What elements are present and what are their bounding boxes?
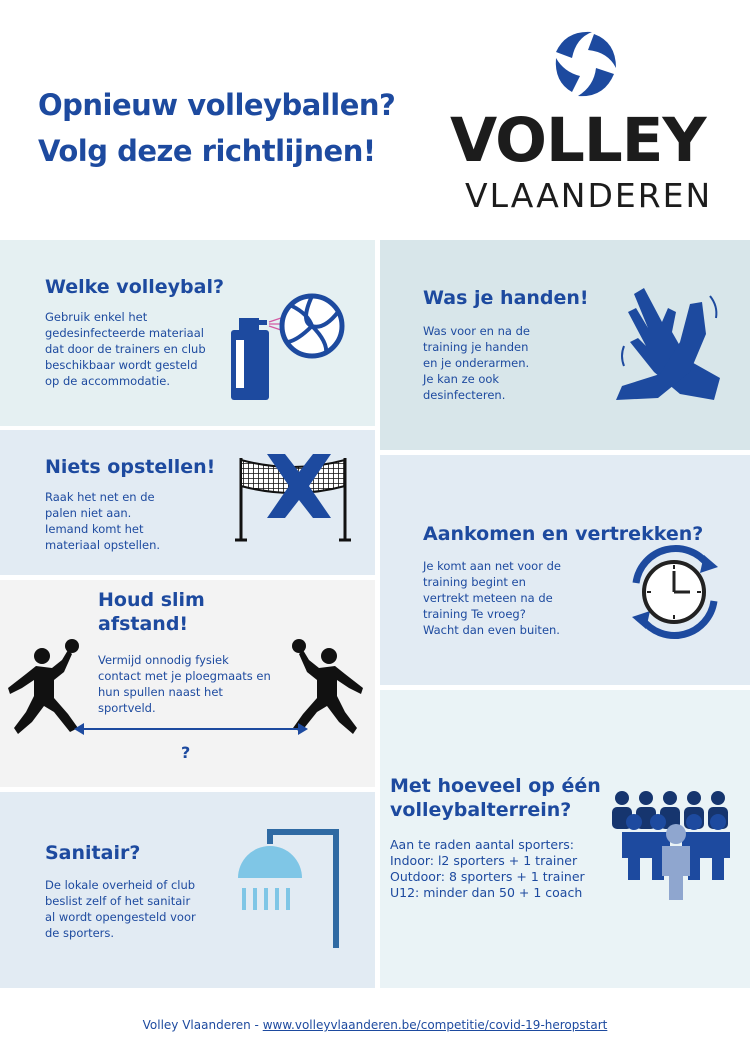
- double-arrow-icon: [74, 722, 308, 736]
- heading-niets-opstellen: Niets opstellen!: [45, 456, 216, 478]
- panel-niets-opstellen: [0, 430, 375, 575]
- footer-link[interactable]: www.volleyvlaanderen.be/competitie/covid-19-heropstart: [262, 1018, 608, 1032]
- panel-was-je-handen: [380, 240, 750, 450]
- washing-hands-icon: [610, 282, 730, 402]
- logo-ball-icon: [550, 28, 622, 100]
- heading-sanitair: Sanitair?: [45, 842, 141, 864]
- text-aankomen-vertrekken: Je komt aan net voor de training begint en vertrekt meteen na de training Te vroeg? Wacht dan even buiten.: [423, 559, 561, 637]
- page-title-line1: Opnieuw volleyballen?: [38, 88, 396, 122]
- page-title-line2: Volg deze richtlijnen!: [38, 134, 376, 168]
- distance-question-mark: ?: [181, 743, 191, 762]
- heading-houd-slim-afstand: Houd slim afstand!: [98, 589, 205, 635]
- panel-aankomen-vertrekken: [380, 455, 750, 685]
- text-sanitair: De lokale overheid of club beslist zelf of het sanitair al wordt opengesteld voor de sporters.: [45, 878, 196, 940]
- group-of-people-icon: [610, 788, 740, 900]
- logo-word-vlaanderen: VLAANDEREN: [465, 176, 713, 215]
- volleyball-icon: [278, 292, 346, 360]
- heading-met-hoeveel: Met hoeveel op één volleybalterrein?: [390, 775, 601, 821]
- panel-sanitair: [0, 792, 375, 988]
- text-welke-volleybal: Gebruik enkel het gedesinfecteerde materiaal dat door de trainers en club beschikbaar wordt gesteld op de accommodatie.: [45, 310, 206, 388]
- cross-icon: [259, 450, 339, 522]
- text-met-hoeveel: Aan te raden aantal sporters: Indoor: l2 sporters + 1 trainer Outdoor: 8 sporters + 1 trainer U12: minder dan 50 + 1 coach: [390, 837, 585, 900]
- text-houd-slim-afstand: Vermijd onnodig fysiek contact met je ploegmaats en hun spullen naast het sportveld.: [98, 653, 271, 715]
- heading-was-je-handen: Was je handen!: [423, 287, 589, 309]
- footer-org: Volley Vlaanderen -: [142, 1018, 263, 1032]
- footer: [0, 1018, 750, 1032]
- heading-welke-volleybal: Welke volleybal?: [45, 276, 224, 298]
- shower-icon: [234, 830, 344, 950]
- clock-icon: [620, 547, 730, 637]
- text-was-je-handen: Was voor en na de training je handen en je onderarmen. Je kan ze ook desinfecteren.: [423, 324, 530, 402]
- panel-houd-slim-afstand: [0, 580, 375, 787]
- text-niets-opstellen: Raak het net en de palen niet aan. Iemand komt het materiaal opstellen.: [45, 490, 161, 552]
- panel-welke-volleybal: [0, 240, 375, 426]
- heading-aankomen-vertrekken: Aankomen en vertrekken?: [423, 523, 704, 545]
- panel-met-hoeveel: [380, 690, 750, 988]
- logo-word-volley: VOLLEY: [450, 105, 706, 176]
